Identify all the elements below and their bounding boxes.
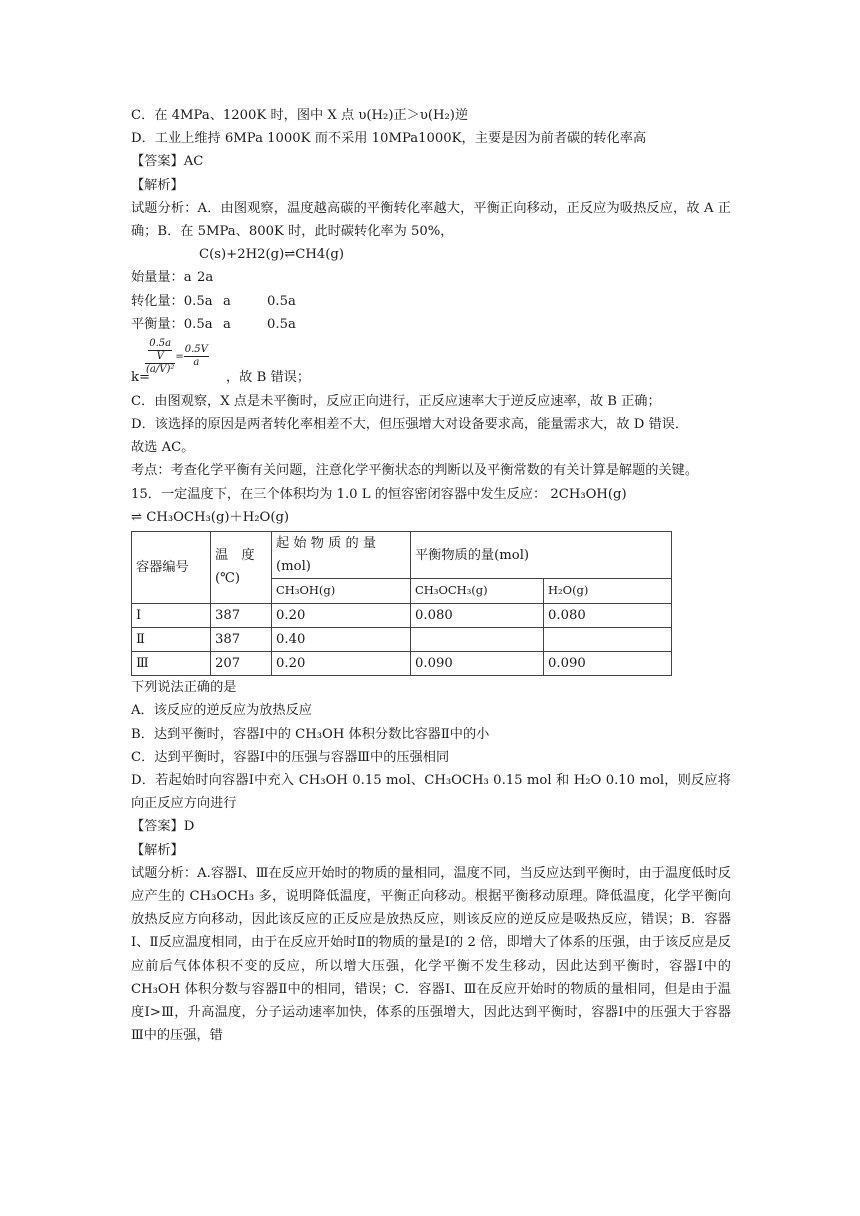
th-h2o: H₂O(g) <box>544 579 672 603</box>
k-rhs-top: 0.5V <box>184 344 208 356</box>
row-change-h2: a <box>223 293 231 309</box>
table-row <box>132 627 672 651</box>
k-expression <box>131 338 731 390</box>
table-row <box>132 652 672 676</box>
data-table <box>131 531 672 676</box>
row-change-ch4: 0.5a <box>267 293 296 309</box>
cell-temp: 387 <box>211 627 272 651</box>
th-ch3och3: CH₃OCH₃(g) <box>411 579 544 603</box>
th-container-no: 容器编号 <box>132 532 211 604</box>
k-main-fraction <box>145 338 175 376</box>
k-den: (a/V)² <box>146 363 175 375</box>
analysis-paragraph-1: 试题分析：A．由图观察，温度越高碳的平衡转化率越大，平衡正向移动，正反应为吸热反应，故 A 正确；B．在 5MPa、800K 时，此时碳转化率为 50%， <box>131 200 731 239</box>
k-tail: ，故 B 错误； <box>226 369 311 385</box>
analysis-d-1: D．该选择的原因是两者转化率相差不大，但压强增大对设备要求高，能量需求大，故 D 错误． <box>131 417 689 433</box>
row-change-label: 转化量：0.5a <box>131 293 213 309</box>
option-c-prev: C．在 4MPa、1200K 时，图中 X 点 υ(H₂)正＞υ(H₂)逆 <box>131 108 469 123</box>
row-eq-h2: a <box>223 316 231 332</box>
reaction-equation: C(s)+2H2(g)⇌CH4(g) <box>199 247 344 263</box>
th-temperature: 温 度(℃) <box>211 532 272 604</box>
row-start-label: 始量量：a <box>131 270 192 286</box>
k-rhs-bottom: a <box>193 357 200 369</box>
cell-no: Ⅲ <box>132 652 211 676</box>
row-equilibrium-amount <box>131 313 731 336</box>
key-point-1: 考点：考查化学平衡有关问题，注意化学平衡状态的判断以及平衡常数的有关计算是解题的关键。 <box>131 463 699 479</box>
cell-start: 0.40 <box>272 627 411 651</box>
cell-temp: 207 <box>211 652 272 676</box>
cell-no: Ⅰ <box>132 603 211 627</box>
option-c: C．达到平衡时，容器Ⅰ中的压强与容器Ⅲ中的压强相同 <box>131 749 450 765</box>
cell-start: 0.20 <box>272 603 411 627</box>
k-num-top: 0.5a <box>149 337 172 349</box>
cell-eq1: 0.090 <box>411 652 544 676</box>
row-eq-ch4: 0.5a <box>267 316 296 332</box>
question-15-cont: ⇌ CH₃OCH₃(g)＋H₂O(g) <box>131 509 290 525</box>
cell-eq2: 0.090 <box>544 652 672 676</box>
document-page <box>131 104 731 1047</box>
answer-label-2: 【答案】D <box>131 819 195 835</box>
k-label: k= <box>131 369 151 385</box>
statement-prompt: 下列说法正确的是 <box>131 680 237 696</box>
cell-temp: 387 <box>211 603 272 627</box>
cell-no: Ⅱ <box>132 627 211 651</box>
analysis-label-1: 【解析】 <box>131 177 184 193</box>
analysis-c-1: C．由图观察，X 点是未平衡时，反应正向进行，正反应速率大于逆反应速率，故 B 正确； <box>131 393 661 409</box>
table-row <box>132 603 672 627</box>
analysis-label-2: 【解析】 <box>131 842 184 858</box>
cell-eq1: 0.080 <box>411 603 544 627</box>
k-rhs-fraction <box>184 344 209 369</box>
row-eq-label: 平衡量：0.5a <box>131 316 213 332</box>
cell-eq1 <box>411 627 544 651</box>
answer-label-1: 【答案】AC <box>131 154 204 170</box>
option-a: A．该反应的逆反应为放热反应 <box>131 703 312 719</box>
row-change-amount <box>131 290 731 313</box>
th-eq-amount: 平衡物质的量(mol) <box>411 532 672 579</box>
option-d: D．若起始时向容器Ⅰ中充入 CH₃OH 0.15 mol、CH₃OCH₃ 0.15 mol 和 H₂O 0.10 mol，则反应将向正反应方向进行 <box>131 773 731 812</box>
row-start-h2: 2a <box>197 270 214 286</box>
k-formula: $\frac{\frac{0.5a}{V}}{\text{(a/V)²}}$ = $\frac{0.5V}{a}$ <box>146 337 208 375</box>
cell-start: 0.20 <box>272 652 411 676</box>
option-d-prev: D．工业上维持 6MPa 1000K 而不采用 10MPa1000K，主要是因为前者碳的转化率高 <box>131 131 647 147</box>
th-ch3oh: CH₃OH(g) <box>272 579 411 603</box>
cell-eq2 <box>544 627 672 651</box>
analysis-paragraph-2: 试题分析：A.容器Ⅰ、Ⅲ在反应开始时的物质的量相同，温度不同，当反应达到平衡时，由于温度低时反应产生的 CH₃OCH₃ 多，说明降低温度，平衡正向移动。根据平衡移动原理。降低温度，化学平衡向放热反应方向移动，因此该反应的正反应是放热反应，则该反应的逆反应是吸热反应，错误；B．容器Ⅰ、Ⅱ反应温度相同，由于在反应开始时Ⅱ的物质的量是Ⅰ的 2 倍，即增大了体系的压强，由于该反应是反应前后气体体积不变的反应，所以增大压强，化学平衡不发生移动，因此达到平衡时，容器Ⅰ中的 CH₃OH 体积分数与容器Ⅱ中的相同，错误；C．容器Ⅰ、Ⅲ在反应开始时的物质的量相同，但是由于温度Ⅰ>Ⅲ，升高温度，分子运动速率加快，体系的压强增大，因此达到平衡时，容器Ⅰ中的压强大于容器Ⅲ中的压强，错 <box>131 865 731 1044</box>
row-start-amount <box>131 266 731 289</box>
selection-1: 故选 AC。 <box>131 440 195 456</box>
cell-eq2: 0.080 <box>544 603 672 627</box>
option-b: B．达到平衡时，容器Ⅰ中的 CH₃OH 体积分数比容器Ⅱ中的小 <box>131 726 490 742</box>
k-num-bottom: V <box>156 350 164 362</box>
question-15: 15．一定温度下，在三个体积均为 1.0 L 的恒容密闭容器中发生反应： 2CH₃OH(g) <box>131 486 627 502</box>
th-start-amount: 起 始 物 质 的 量(mol) <box>272 532 411 579</box>
